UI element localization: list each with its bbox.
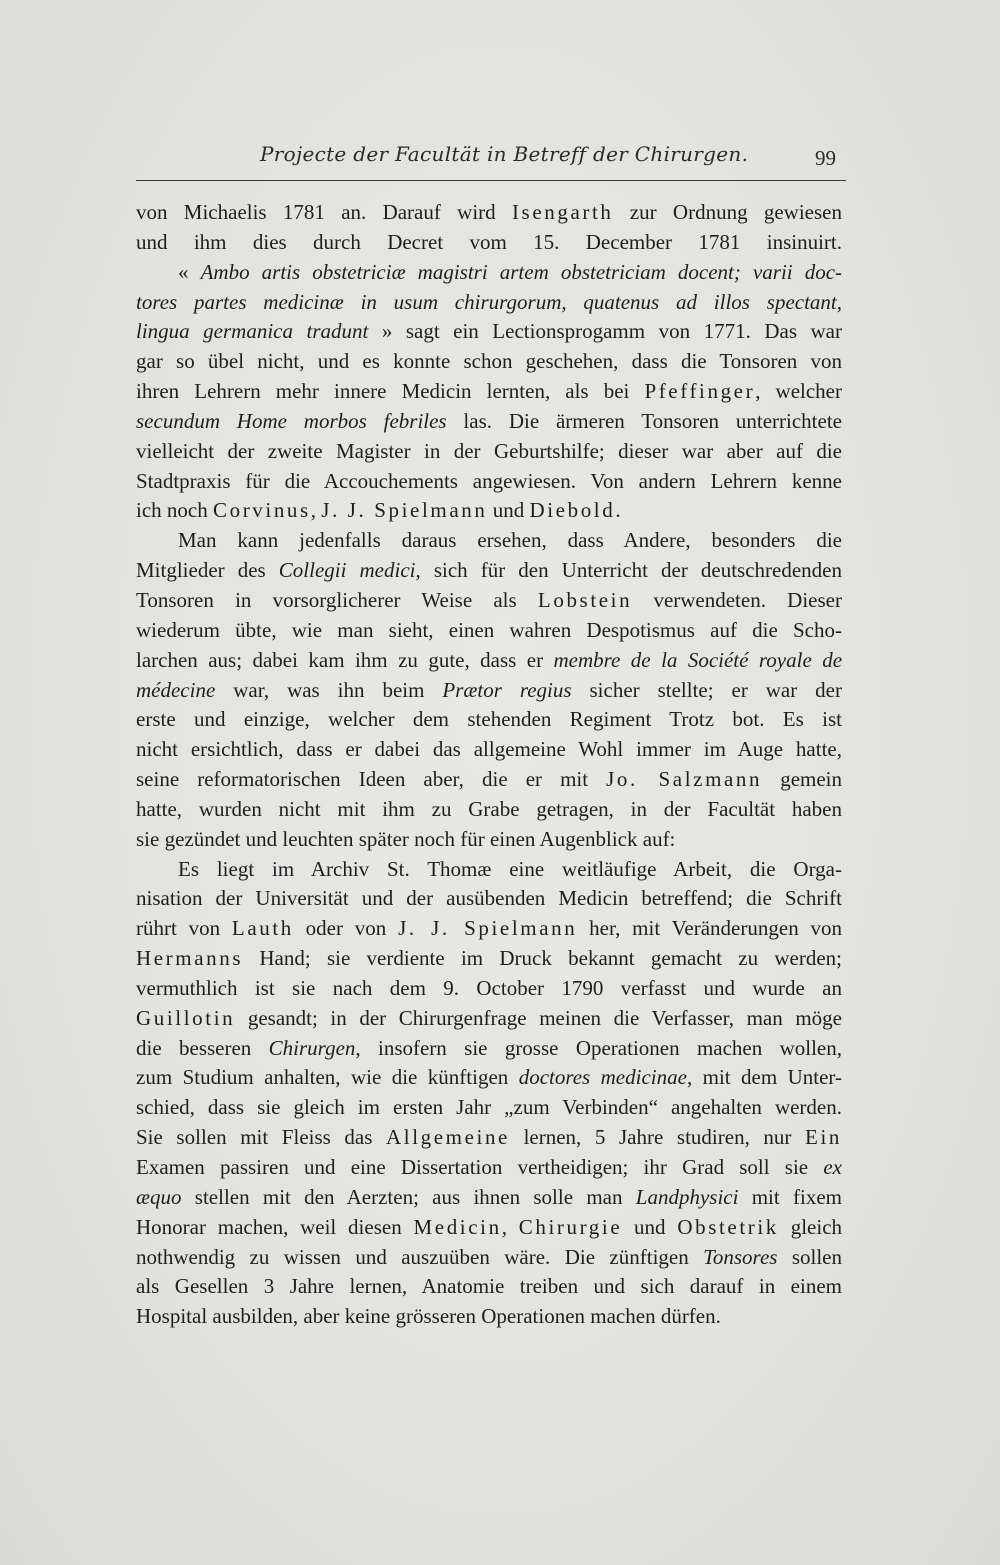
text-run: , sich für den Unterricht der deutschredenden xyxy=(415,558,842,583)
spaced-name: Isengarth xyxy=(511,200,614,224)
spaced-name: Medicin xyxy=(413,1214,502,1239)
text-run: vermuthlich ist sie nach dem 9. October 1790 verfasst und wurde an xyxy=(136,975,842,1000)
text-run: Tonsoren in vorsorglicherer Weise als xyxy=(136,587,538,612)
text-line xyxy=(136,556,842,586)
text-line xyxy=(136,1034,842,1064)
text-line xyxy=(136,198,842,228)
text-run: als Gesellen 3 Jahre lernen, Anatomie treiben und sich darauf in einem xyxy=(136,1274,842,1299)
text-line xyxy=(136,317,842,347)
spaced-name: Obstetrik xyxy=(677,1214,779,1239)
text-run: , insofern sie grosse Operationen machen wollen, xyxy=(355,1035,842,1060)
text-line xyxy=(136,1302,842,1332)
text-run: nothwendig zu wissen und auszuüben wäre. Die zünftigen xyxy=(136,1244,704,1269)
text-run: rührt von xyxy=(136,916,232,941)
text-run: erste und einzige, welcher dem stehenden Regiment Trotz bot. Es ist xyxy=(136,707,842,732)
text-line xyxy=(136,795,842,825)
spaced-name: Hermanns xyxy=(136,946,244,971)
text-run: ich noch xyxy=(136,498,213,523)
text-line xyxy=(136,1063,842,1093)
italic-text: tores partes medicinæ in usum chirurgorum, quatenus ad illos spectant, xyxy=(136,289,842,314)
text-line xyxy=(136,496,842,526)
text-line xyxy=(136,437,842,467)
text-line xyxy=(136,1123,842,1153)
text-run: Es liegt im Archiv St. Thomæ eine weitläufige Arbeit, die Orga- xyxy=(178,856,842,881)
italic-text: Tonsores xyxy=(703,1244,778,1269)
spaced-name: Guillotin xyxy=(136,1005,236,1030)
text-run: Examen passiren und eine Dissertation vertheidigen; ihr Grad soll sie xyxy=(136,1155,824,1179)
text-line xyxy=(136,646,842,676)
text-run: ihren Lehrern mehr innere Medicin lernten, als bei xyxy=(136,379,645,404)
text-run: » sagt ein Lectionsprogamm von 1771. Das war xyxy=(368,319,842,344)
spaced-name: J. J. Spielmann xyxy=(398,916,578,941)
spaced-name: Diebold xyxy=(529,498,616,523)
text-run: vielleicht der zweite Magister in der Geburtshilfe; dieser war aber auf die xyxy=(136,438,842,463)
body-text xyxy=(136,198,842,1332)
page-number: 99 xyxy=(815,146,836,170)
text-line xyxy=(136,526,842,556)
spaced-name: Pfeffinger xyxy=(644,379,756,404)
text-run: war, was ihn beim xyxy=(215,677,443,702)
italic-text: æquo xyxy=(136,1184,182,1209)
text-run: lernen, 5 Jahre studiren, nur xyxy=(509,1125,806,1150)
spaced-name: Chirurgie xyxy=(518,1214,623,1239)
italic-text: médecine xyxy=(136,677,216,702)
text-run: , xyxy=(310,498,322,523)
spaced-name: Allgemeine xyxy=(386,1125,510,1150)
text-line xyxy=(136,1153,842,1183)
text-line xyxy=(136,855,842,885)
text-line xyxy=(136,1213,842,1243)
text-line xyxy=(136,407,842,437)
text-run: sicher stellte; er war der xyxy=(571,677,842,702)
text-run: her, mit Veränderungen von xyxy=(577,916,842,941)
text-run: nisation der Universität und der ausübenden Medicin betreffend; die Schrift xyxy=(136,886,842,911)
text-run: larchen aus; dabei kam ihm zu gute, dass er xyxy=(136,647,554,672)
text-run: zum Studium anhalten, wie die künftigen xyxy=(136,1065,519,1090)
spaced-name: J. J. Spielmann xyxy=(321,498,488,523)
text-run: hatte, wurden nicht mit ihm zu Grabe getragen, in der Facultät haben xyxy=(136,796,842,821)
text-line xyxy=(136,377,842,407)
text-run: Hand; sie verdiente im Druck bekannt gemacht zu werden; xyxy=(243,946,842,971)
text-run: , mit dem Unter- xyxy=(686,1065,843,1090)
italic-text: doctores medicinae xyxy=(518,1065,687,1090)
text-run: sie gezündet und leuchten später noch für einen Augenblick auf: xyxy=(136,826,676,851)
text-line xyxy=(136,735,842,765)
spaced-name: Corvinus xyxy=(212,498,311,523)
text-run: Sie sollen mit Fleiss das xyxy=(136,1125,387,1150)
header-rule xyxy=(136,180,846,182)
text-line xyxy=(136,1183,842,1213)
italic-text: membre de la Société royale de xyxy=(553,647,843,672)
text-run: mit fixem xyxy=(738,1184,842,1209)
text-line xyxy=(136,914,842,944)
spaced-name: Ein xyxy=(805,1125,842,1150)
text-line xyxy=(136,586,842,616)
italic-text: Chirurgen xyxy=(268,1035,356,1060)
running-title: Projecte der Facultät in Betreff der Chirurgen. xyxy=(260,142,749,166)
text-run: gemein xyxy=(762,767,843,792)
text-run: und xyxy=(622,1214,678,1239)
text-run: gesandt; in der Chirurgenfrage meinen die Verfasser, man möge xyxy=(235,1005,842,1030)
text-run: , xyxy=(501,1214,519,1239)
text-run: gar so übel nicht, und es konnte schon geschehen, dass die Tonsoren von xyxy=(136,349,842,374)
italic-text: ex xyxy=(823,1155,842,1179)
text-run: oder von xyxy=(293,916,399,941)
text-run: zur Ordnung gewiesen xyxy=(613,200,842,224)
text-line xyxy=(136,228,842,258)
text-run: Stadtpraxis für die Accouchements angewiesen. Von andern Lehrern kenne xyxy=(136,468,842,493)
italic-text: Landphysici xyxy=(635,1184,739,1209)
text-line xyxy=(136,616,842,646)
text-run: verwendeten. Dieser xyxy=(632,587,842,612)
text-line xyxy=(136,1093,842,1123)
italic-text: secundum Home morbos febriles xyxy=(136,408,447,433)
text-line xyxy=(136,1272,842,1302)
spaced-name: Lauth xyxy=(231,916,294,941)
text-line xyxy=(136,765,842,795)
text-run: Man kann jedenfalls daraus ersehen, dass Andere, besonders die xyxy=(178,528,842,553)
text-line xyxy=(136,974,842,1004)
spaced-name: Jo. Salzmann xyxy=(606,767,763,792)
spaced-name: Lobstein xyxy=(537,587,633,612)
text-line xyxy=(136,825,842,855)
text-run: . xyxy=(615,498,621,523)
page-header xyxy=(136,140,846,182)
text-line xyxy=(136,676,842,706)
italic-text: Prætor regius xyxy=(442,677,572,702)
text-run: die besseren xyxy=(136,1035,269,1060)
text-line xyxy=(136,258,842,288)
italic-text: lingua germanica tradunt xyxy=(136,319,369,344)
text-line xyxy=(136,1243,842,1273)
text-line xyxy=(136,705,842,735)
italic-text: Ambo artis obstetriciæ magistri artem obstetriciam docent; varii doc- xyxy=(200,259,843,284)
text-run: von Michaelis 1781 an. Darauf wird xyxy=(136,200,512,224)
text-run: sollen xyxy=(777,1244,842,1269)
text-run: wiederum übte, wie man sieht, einen wahren Despotismus auf die Scho- xyxy=(136,617,842,642)
text-line xyxy=(136,884,842,914)
text-line xyxy=(136,467,842,497)
text-line xyxy=(136,347,842,377)
text-run: seine reformatorischen Ideen aber, die er mit xyxy=(136,767,607,792)
text-run: , welcher xyxy=(755,379,842,404)
text-run: « xyxy=(178,259,201,284)
text-run: Honorar machen, weil diesen xyxy=(136,1214,414,1239)
text-line xyxy=(136,1004,842,1034)
text-line xyxy=(136,288,842,318)
text-line xyxy=(136,944,842,974)
text-run: gleich xyxy=(778,1214,843,1239)
text-run: Hospital ausbilden, aber keine grösseren Operationen machen dürfen. xyxy=(136,1304,721,1329)
text-run: und xyxy=(487,498,530,523)
text-run: stellen mit den Aerzten; aus ihnen solle man xyxy=(181,1184,636,1209)
text-run: schied, dass sie gleich im ersten Jahr „zum Verbinden“ angehalten werden. xyxy=(136,1095,842,1120)
text-run: nicht ersichtlich, dass er dabei das allgemeine Wohl immer im Auge hatte, xyxy=(136,737,842,762)
text-run: und ihm dies durch Decret vom 15. December 1781 insinuirt. xyxy=(136,229,842,254)
italic-text: Collegii medici xyxy=(278,558,416,583)
text-run: Mitglieder des xyxy=(136,558,279,583)
text-run: las. Die ärmeren Tonsoren unterrichtete xyxy=(446,408,842,433)
